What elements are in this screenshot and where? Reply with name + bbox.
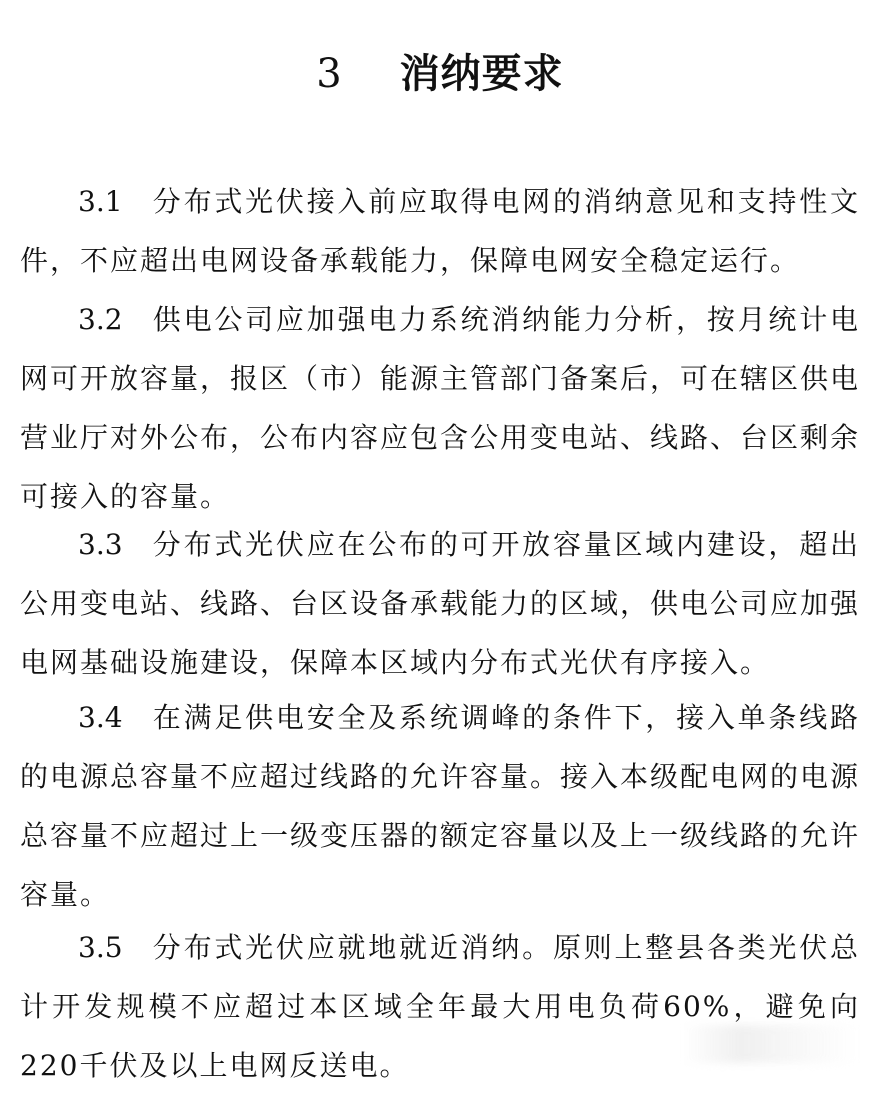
clause-number: 3.4 [78,701,123,734]
section-heading: 消纳要求 [399,50,564,97]
clause-text: 分布式光伏应在公布的可开放容量区域内建设，超出公用变电站、线路、台区设备承载能力的区域，供电公司应加强电网基础设施建设，保障本区域内分布式光伏有序接入。 [20,528,861,679]
paragraph-3-5 [20,918,860,1095]
clause-text: 分布式光伏接入前应取得电网的消纳意见和支持性文件，不应超出电网设备承载能力，保障电网安全稳定运行。 [20,185,860,277]
paragraph-3-1 [20,172,860,290]
section-title [0,42,880,99]
clause-text: 分布式光伏应就地就近消纳。原则上整县各类光伏总计开发规模不应超过本区域全年最大用电负荷60%，避免向220千伏及以上电网反送电。 [20,931,860,1082]
clause-number: 3.1 [78,185,123,218]
clause-number: 3.5 [78,931,123,964]
paragraph-3-4 [20,688,860,924]
clause-text: 供电公司应加强电力系统消纳能力分析，按月统计电网可开放容量，报区（市）能源主管部门备案后，可在辖区供电营业厅对外公布，公布内容应包含公用变电站、线路、台区剩余可接入的容量。 [20,303,861,513]
blurred-watermark [682,1025,858,1063]
paragraph-3-2 [20,290,860,526]
clause-number: 3.2 [78,303,123,336]
section-number: 3 [316,51,343,97]
paragraph-3-3 [20,515,860,692]
clause-text: 在满足供电安全及系统调峰的条件下，接入单条线路的电源总容量不应超过线路的允许容量。接入本级配电网的电源总容量不应超过上一级变压器的额定容量以及上一级线路的允许容量。 [20,701,861,911]
clause-number: 3.3 [78,528,123,561]
